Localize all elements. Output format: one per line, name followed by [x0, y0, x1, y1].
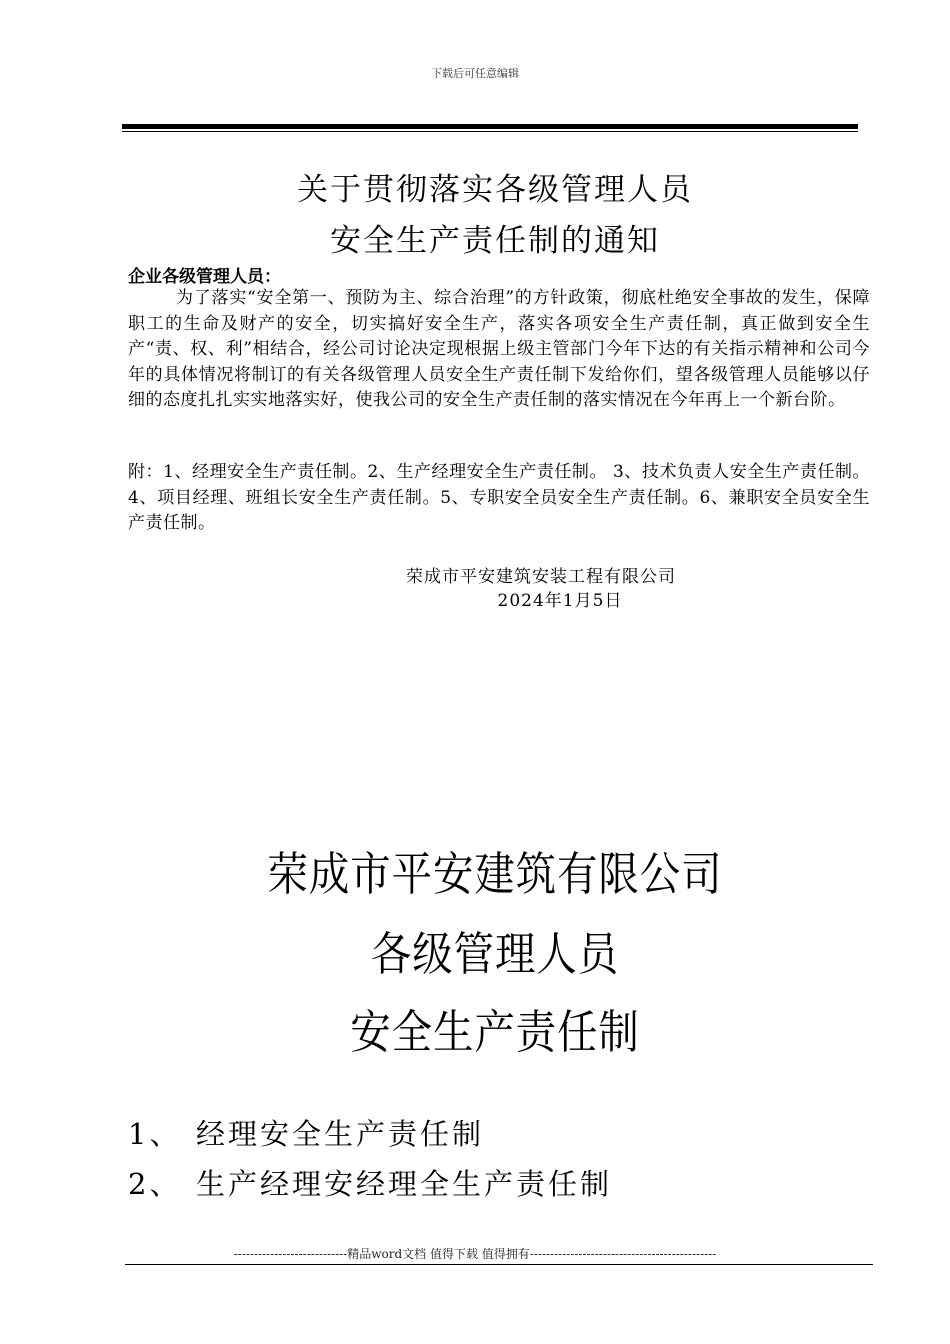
header-note: 下载后可任意编辑 [431, 67, 519, 80]
notice-body: 为了落实“安全第一、预防为主、综合治理”的方针政策，彻底杜绝安全事故的发生，保障职工的生命及财产的安全，切实搞好安全生产，落实各项安全生产责任制，真正做到安全生产“责、权、利”相结合，经公司讨论决定现根据上级主管部门今年下达的有关指示精神和公司今年的具体情况将制订的有关各级管理人员安全生产责任制下发给你们，望各级管理人员能够以仔细的态度扎扎实实地落实好，使我公司的安全生产责任制的落实情况在今年再上一个新台阶。 [128, 288, 870, 410]
cover-title-line1: 荣成市平安建筑有限公司 [267, 847, 723, 901]
notice-title-line1: 关于贯彻落实各级管理人员 [297, 172, 693, 208]
attachments: 附：1、经理安全生产责任制。2、生产经理安全生产责任制。 3、技术负责人安全生产责任制。4、项目经理、班组长安全生产责任制。5、专职安全员安全生产责任制。6、兼职安全员安全生产责任制。 [128, 462, 870, 533]
footer-rule [125, 1264, 873, 1265]
list-item-number: 2、 [128, 1167, 182, 1201]
notice-title-line2: 安全生产责任制的通知 [330, 223, 660, 259]
cover-title-line2: 各级管理人员 [370, 927, 620, 981]
list-item [128, 1162, 612, 1203]
salutation: 企业各级管理人员： [128, 267, 281, 287]
list-item-text: 经理安全生产责任制 [196, 1117, 485, 1151]
header-rule-thin [122, 131, 858, 132]
header-rule [122, 124, 858, 129]
company-signature: 荣成市平安建筑安装工程有限公司 [406, 567, 676, 587]
cover-title-line3: 安全生产责任制 [350, 1005, 640, 1059]
list-item-text: 生产经理安经理全生产责任制 [196, 1167, 613, 1201]
list-item [128, 1112, 484, 1153]
list-item-number: 1、 [128, 1117, 182, 1151]
notice-date: 2024年1月5日 [497, 591, 623, 611]
footer-note: ----------------------------精品word文档 值得下载 值得拥有---------------------------------------------- [233, 1247, 717, 1261]
